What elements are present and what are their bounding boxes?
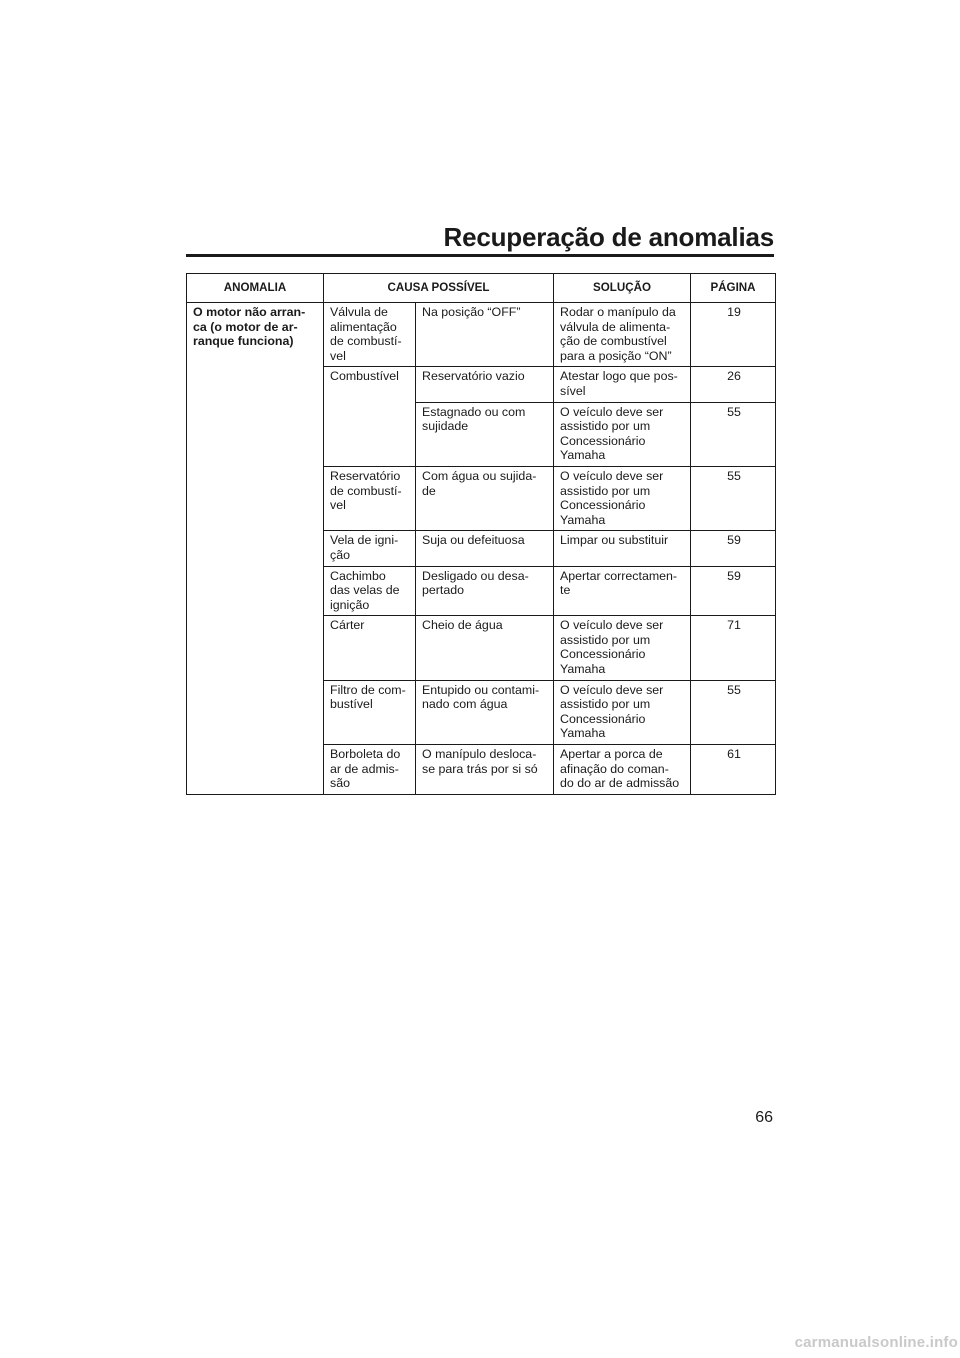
page-cell: 55 — [691, 466, 776, 530]
troubleshooting-table — [186, 273, 776, 795]
table-header-row — [187, 274, 776, 303]
page-cell: 55 — [691, 402, 776, 466]
solution-cell: Apertar correctamen- te — [554, 566, 691, 616]
solution-cell: O veículo deve ser assistido por um Concessionário Yamaha — [554, 402, 691, 466]
solution-cell: Limpar ou substituir — [554, 531, 691, 566]
page-cell: 26 — [691, 367, 776, 402]
solution-cell: Atestar logo que pos- sível — [554, 367, 691, 402]
page-cell: 59 — [691, 531, 776, 566]
detail-cell: Com água ou sujida- de — [416, 466, 554, 530]
cause-cell: Borboleta do ar de admis- são — [324, 745, 416, 795]
header-anomaly: ANOMALIA — [187, 274, 324, 303]
detail-cell: Na posição “OFF” — [416, 303, 554, 367]
cause-cell: Cárter — [324, 616, 416, 680]
solution-cell: O veículo deve ser assistido por um Concessionário Yamaha — [554, 680, 691, 744]
detail-cell: Suja ou defeituosa — [416, 531, 554, 566]
solution-cell: O veículo deve ser assistido por um Concessionário Yamaha — [554, 616, 691, 680]
detail-cell: Estagnado ou com sujidade — [416, 402, 554, 466]
title-rule — [186, 254, 774, 257]
detail-cell: Entupido ou contami- nado com água — [416, 680, 554, 744]
detail-cell: Cheio de água — [416, 616, 554, 680]
page-cell: 61 — [691, 745, 776, 795]
cause-cell: Filtro de com- bustível — [324, 680, 416, 744]
solution-cell: Rodar o manípulo da válvula de alimenta- ção de combustível para a posição “ON” — [554, 303, 691, 367]
header-cause: CAUSA POSSÍVEL — [324, 274, 554, 303]
cause-cell: Vela de igni- ção — [324, 531, 416, 566]
detail-cell: Desligado ou desa- pertado — [416, 566, 554, 616]
cause-cell: Cachimbo das velas de ignição — [324, 566, 416, 616]
cause-cell — [324, 402, 416, 466]
cause-cell: Reservatório de combustí- vel — [324, 466, 416, 530]
detail-cell: O manípulo desloca- se para trás por si só — [416, 745, 554, 795]
page-number: 66 — [755, 1109, 773, 1126]
cause-cell: Válvula de alimentação de combustí- vel — [324, 303, 416, 367]
header-page: PÁGINA — [691, 274, 776, 303]
watermark-text: carmanualsonline.info — [794, 1334, 958, 1351]
page-cell: 59 — [691, 566, 776, 616]
anomaly-cell: O motor não arran- ca (o motor de ar- ranque funciona) — [187, 303, 324, 795]
page-cell: 71 — [691, 616, 776, 680]
page-cell: 55 — [691, 680, 776, 744]
page-cell: 19 — [691, 303, 776, 367]
solution-cell: Apertar a porca de afinação do coman- do do ar de admissão — [554, 745, 691, 795]
page-title: Recuperação de anomalias — [443, 222, 774, 252]
cause-cell: Combustível — [324, 367, 416, 402]
solution-cell: O veículo deve ser assistido por um Concessionário Yamaha — [554, 466, 691, 530]
detail-cell: Reservatório vazio — [416, 367, 554, 402]
table-row — [187, 303, 776, 367]
header-solution: SOLUÇÃO — [554, 274, 691, 303]
